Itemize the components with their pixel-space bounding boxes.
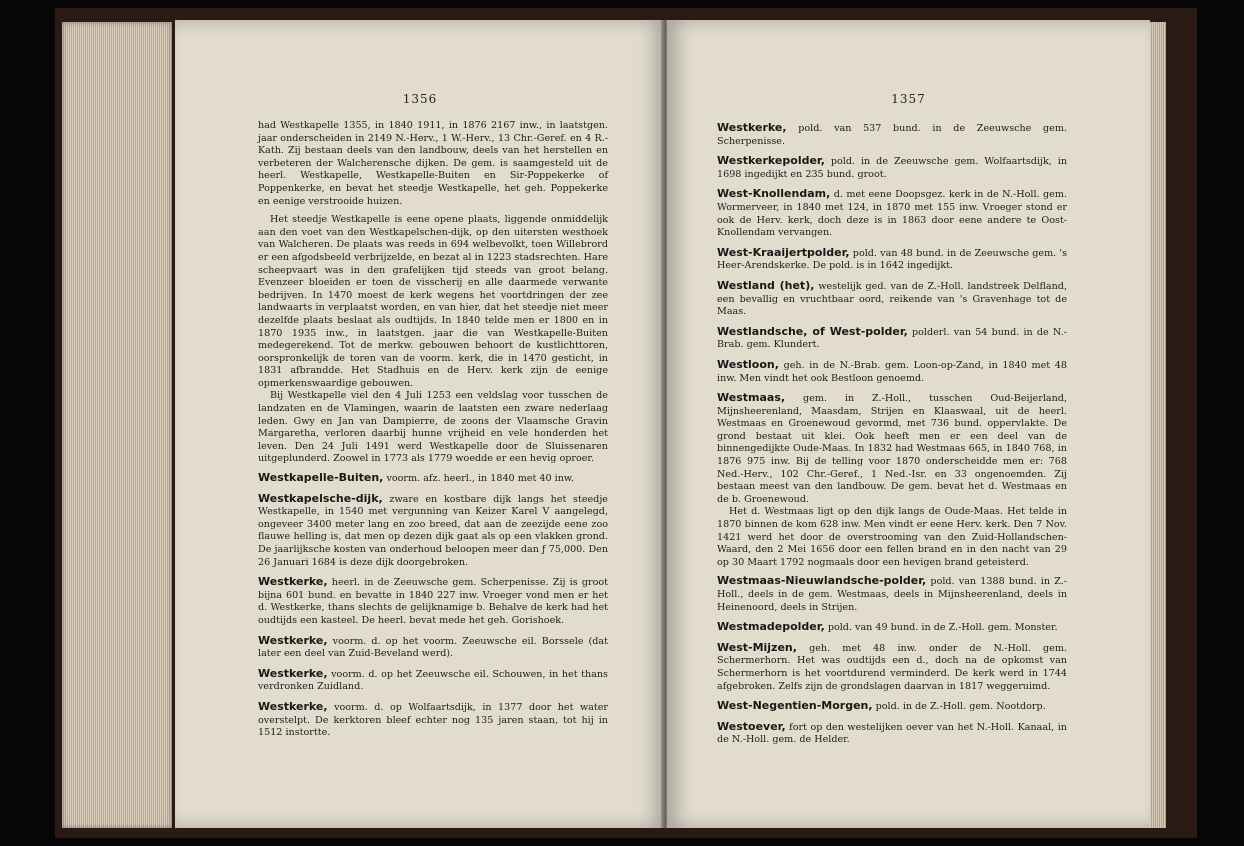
entry-body: heerl. in de Zeeuwsche gem. Scherpenisse. Zij is groot bijna 601 bund. en bevatte in 1840 227 inw. Vroeger vond men er het d. Westkerke, thans slechts de gelijknamige b. Behalve de kerk had het oudtijds een kasteel. De heerl. bevat mede het geh. Gorishoek.: [258, 577, 608, 626]
entry-body: voorm. d. op Wolfaartsdijk, in 1377 door het water overstelpt. De kerktoren bleef echter nog 135 jaren staan, tot hij in 1512 instortte.: [258, 701, 608, 739]
page-number: 1357: [891, 92, 926, 106]
entry-headword: Westkerke,: [258, 699, 328, 713]
dictionary-entry: [717, 642, 1067, 693]
entry-body: pold. van 49 bund. in de Z.-Holl. gem. Monster.: [827, 622, 1058, 634]
dictionary-entry: [717, 122, 1067, 148]
paragraph: Het steedje Westkapelle is eene opene plaats, liggende onmiddelijk aan den voet van den Westkapelschen-dijk, op den uitersten westhoek van Walcheren. De plaats was reeds in 694 welbevolkt, toen Willebrord er een afgodsbeeld verbrijzelde, en bezat al in 1223 stadsrechten. Hare scheepvaart was in den grafelijken tijd steeds van groot belang. Evenzeer bloeiden er toen de visscherij en alle daarmede verwante bedrijven. In 1470 moest de kerk wegens het voortdringen der zee landwaarts in verplaatst worden, en van hier, dat het steedje niet meer dezelfde plaats beslaat als oudtijds. In 1840 telde men er 1800 en in 1870 1935 inw., in laatstgen. jaar die van Westkapelle-Buiten medegerekend. Tot de merkw. gebouwen behoort de kustlichttoren, oorspronkelijk de toren van de voorm. kerk, die in 1470 gesticht, in 1831 afbrandde. Het Stadhuis en de Herv. kerk zijn de eenige opmerkenswaardige gebouwen.: [258, 214, 608, 389]
entry-body: voorm. d. op het Zeeuwsche eil. Schouwen, in het thans verdronken Zuidland.: [258, 668, 608, 693]
entry-headword: West-Mijzen,: [717, 640, 797, 654]
entry-body: voorm. afz. heerl., in 1840 met 40 inw.: [386, 473, 575, 485]
entry-headword: Westmadepolder,: [717, 620, 825, 634]
paragraph: Bij Westkapelle viel den 4 Juli 1253 een veldslag voor tusschen de landzaten en de Vlamingen, waarin de laatsten een zware nederlaag leden. Gwy en Jan van Dampierre, de zoons der Vlaamsche Gravin Margaretha, verloren daarbij hunne vrijheid en vele honderden het leven. Den 24 Juli 1491 werd Westkapelle door de Sluissenaren uitgeplunderd. Zoowel in 1773 als 1779 woedde er een hevig oproer.: [258, 390, 608, 465]
entry-body: zware en kostbare dijk langs het steedje Westkapelle, in 1540 met vergunning van Keizer Karel V aangelegd, ongeveer 3400 meter lang en zoo breed, dat aan de zeezijde eene zoo flauwe helling is, dat men op dezen dijk gaat als op een vlakken grond. De jaarlijksche kosten van onderhoud beloopen meer dan ƒ 75,000. Den 26 Januari 1684 is deze dijk doorgebroken.: [258, 493, 608, 568]
entry-headword: Westoever,: [717, 719, 786, 733]
dictionary-entry: [717, 326, 1067, 352]
entry-headword: Westkapelsche-dijk,: [258, 491, 383, 505]
page-edges-left: [62, 22, 172, 828]
dictionary-entry: [258, 635, 608, 661]
entry-headword: Westmaas,: [717, 391, 786, 405]
dictionary-entry: [717, 621, 1067, 635]
dictionary-entry: [258, 472, 608, 486]
page-number: 1356: [402, 92, 438, 106]
paragraph: Het d. Westmaas ligt op den dijk langs de Oude-Maas. Het telde in 1870 binnen de kom 628 inw. Men vindt er eene Herv. kerk. Den 7 Nov. 1421 werd het door de overstrooming van den Zuid-Hollandschen-Waard, den 2 Mei 1656 door een fellen brand en in den nacht van 29 op 30 Maart 1792 nogmaals door een hevigen brand geteisterd.: [717, 506, 1067, 568]
entry-headword: Westkerke,: [258, 633, 328, 647]
entry-body: geh. in de N.-Brab. gem. Loon-op-Zand, in 1840 met 48 inw. Men vindt het ook Bestloon genoemd.: [717, 359, 1067, 384]
entry-headword: Westlandsche, of West-polder,: [717, 324, 908, 338]
right-page: [667, 20, 1150, 828]
entry-body: pold. van 48 bund. in de Zeeuwsche gem. 's Heer-Arendskerke. De pold. is in 1642 ingedijkt.: [717, 247, 1067, 272]
dictionary-entry: [717, 359, 1067, 385]
dictionary-entry: [717, 392, 1067, 506]
right-page-text: [717, 122, 1067, 754]
dictionary-entry: [717, 721, 1067, 747]
entry-headword: Westkerke,: [717, 121, 787, 134]
entry-headword: Westkerkepolder,: [717, 154, 825, 168]
dictionary-entry: [717, 700, 1067, 714]
dictionary-entry: [258, 701, 608, 740]
entry-body: pold. in de Z.-Holl. gem. Nootdorp.: [875, 701, 1046, 713]
left-page: [175, 20, 665, 828]
entry-body: fort op den westelijken oever van het N.-Holl. Kanaal, in de N.-Holl. gem. de Helder.: [717, 721, 1067, 746]
dictionary-entry: [258, 668, 608, 694]
entry-headword: West-Knollendam,: [717, 187, 831, 201]
dictionary-entry: [258, 493, 608, 570]
entry-body: pold. van 537 bund. in de Zeeuwsche gem. Scherpenisse.: [717, 123, 1067, 147]
entry-headword: Westkerke,: [258, 666, 328, 680]
entry-headword: Westloon,: [717, 357, 779, 371]
entry-body: d. met eene Doopsgez. kerk in de N.-Holl. gem. Wormerveer, in 1840 met 124, in 1870 met 155 inw. Vroeger stond er ook de Herv. kerk, doch deze is in 1863 door eene andere te Oost-Knollendam vervangen.: [717, 189, 1067, 239]
dictionary-entry: [717, 247, 1067, 273]
entry-body: geh. met 48 inw. onder de N.-Holl. gem. Schermerhorn. Het was oudtijds een d., doch na de opkomst van Schermerhorn is het voortdurend verminderd. De kerk werd in 1744 afgebroken. Zelfs zijn de grondslagen daarvan in 1817 weggeruimd.: [717, 642, 1067, 692]
entry-headword: Westkerke,: [258, 575, 328, 589]
entry-body: pold. in de Zeeuwsche gem. Wolfaartsdijk, in 1698 ingedijkt en 235 bund. groot.: [717, 156, 1067, 180]
dictionary-entry: [258, 576, 608, 627]
entry-body: gem. in Z.-Holl., tusschen Oud-Beijerland, Mijnsheerenland, Maasdam, Strijen en Klaaswaal, uit de heerl. Westmaas en Groenewoud gevormd, met 736 bund. oppervlakte. De grond bestaat uit klei. Ook heeft men er een deel van de binnengedijkte Oude-Maas. In 1832 had Westmaas 665, in 1840 768, in 1876 975 inw. Bij de telling voor 1870 onderscheidde men er: 768 Ned.-Herv., 102 Chr.-Geref., 1 Ned.-Isr. en 33 ongenoemden. Zij bestaan meest van den landbouw. De gem. bevat het d. Westmaas en de b. Groenewoud.: [717, 393, 1067, 505]
dictionary-entry: [717, 188, 1067, 239]
entry-body: westelijk ged. van de Z.-Holl. landstreek Delfland, een bevallig en vruchtbaar oord, reikende van 's Gravenhage tot de Maas.: [717, 280, 1067, 318]
entry-body: pold. van 1388 bund. in Z.-Holl., deels in de gem. Westmaas, deels in Mijnsheerenland, deels in Heinenoord, deels in Strijen.: [717, 576, 1067, 613]
page-edges-right: [1148, 22, 1166, 828]
entry-headword: West-Negentien-Morgen,: [717, 699, 873, 713]
entry-body: voorm. d. op het voorm. Zeeuwsche eil. Borssele (dat later een deel van Zuid-Beveland werd).: [258, 635, 608, 660]
paragraph: had Westkapelle 1355, in 1840 1911, in 1876 2167 inw., in laatstgen. jaar onderscheiden in 2149 N.-Herv., 1 W.-Herv., 13 Chr.-Geref. en 4 R.-Kath. Zij bestaan deels van den landbouw, deels van het herstellen en verbeteren der Walcherensche dijken. De gem. is saamgesteld uit de heerl. Westkapelle, Westkapelle-Buiten en Sir-Poppekerke of Poppenkerke, en bevat het steedje Westkapelle, het geh. Poppekerke en eenige verstrooide huizen.: [258, 120, 608, 207]
entry-body: polderl. van 54 bund. in de N.-Brab. gem. Klundert.: [717, 326, 1067, 351]
left-page-text: [258, 120, 608, 747]
dictionary-entry: [717, 155, 1067, 181]
entry-headword: Westland (het),: [717, 278, 815, 292]
dictionary-entry: [717, 575, 1067, 614]
dictionary-entry: [717, 280, 1067, 319]
entry-headword: West-Kraaijertpolder,: [717, 245, 850, 259]
entry-headword: Westmaas-Nieuwlandsche-polder,: [717, 574, 927, 588]
entry-headword: Westkapelle-Buiten,: [258, 471, 384, 485]
